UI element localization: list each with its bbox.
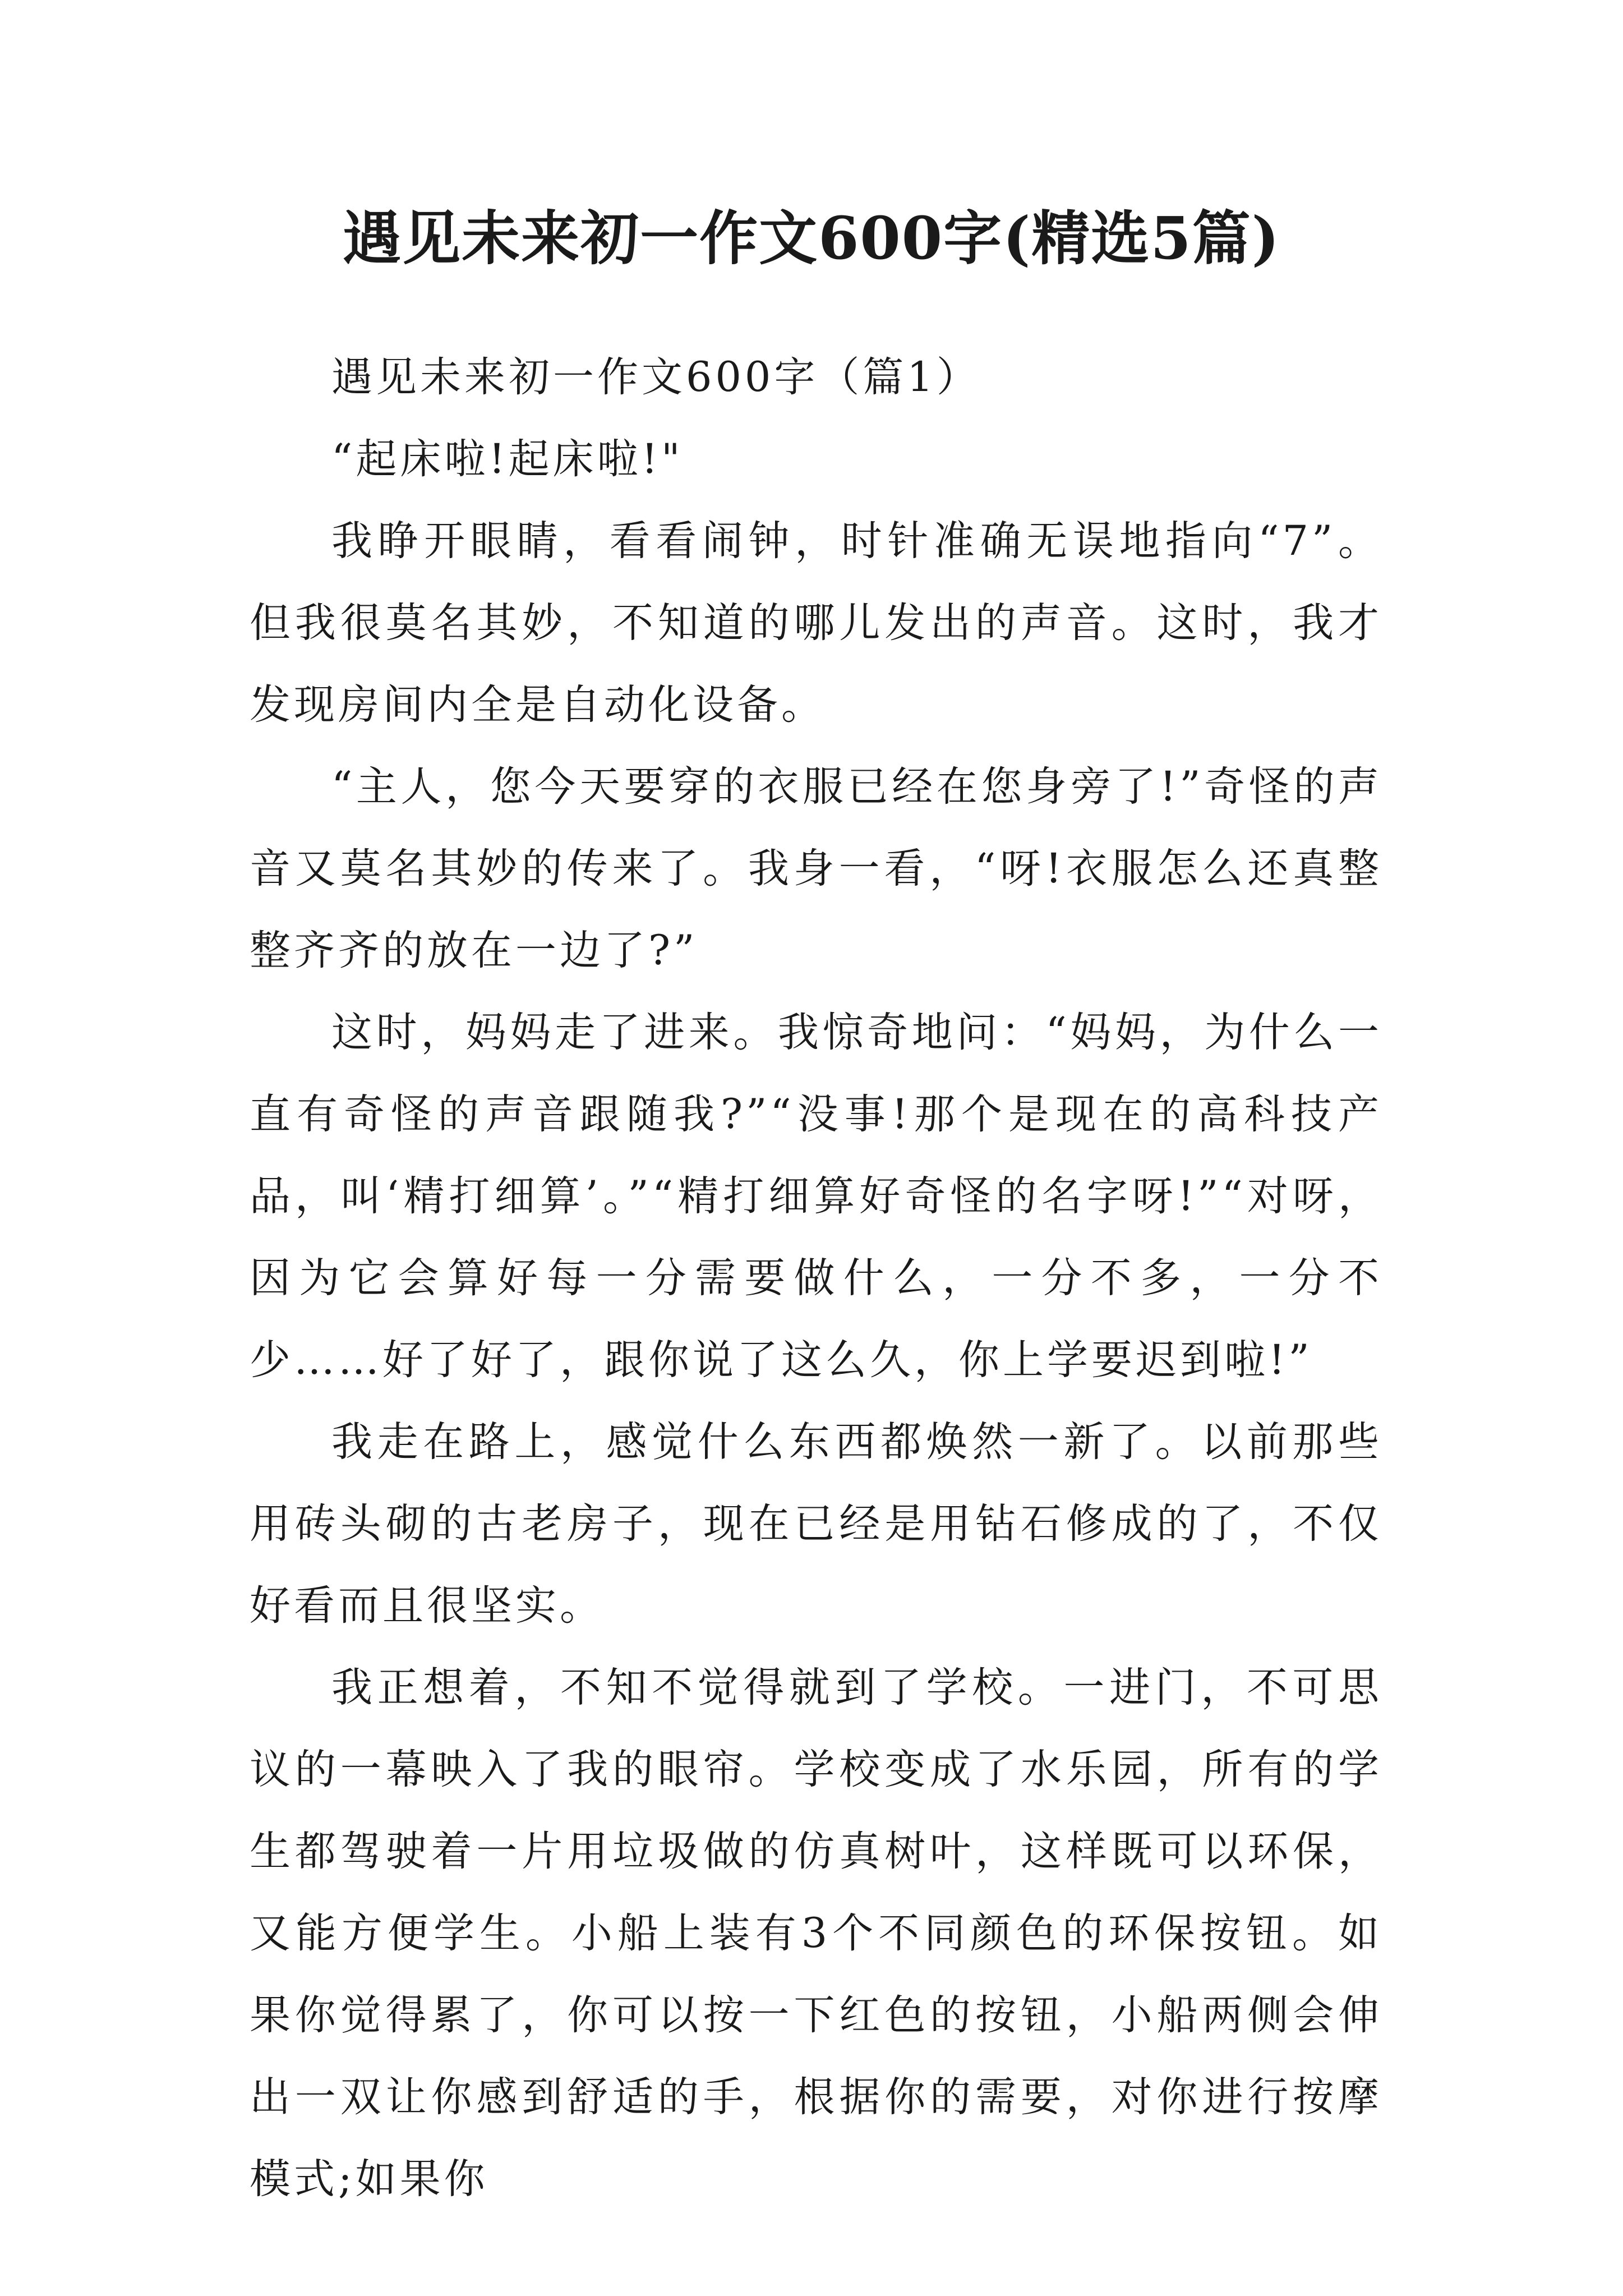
paragraph-2: 我睁开眼睛，看看闹钟，时针准确无误地指向“7”。但我很莫名其妙，不知道的哪儿发出的声音。这时，我才发现房间内全是自动化设备。 [250, 517, 1382, 729]
paragraph-3: “主人，您今天要穿的衣服已经在您身旁了!”奇怪的声音又莫名其妙的传来了。我身一看，“呀!衣服怎么还真整整齐齐的放在一边了?” [250, 763, 1382, 974]
paragraph-5: 我走在路上，感觉什么东西都焕然一新了。以前那些用砖头砌的古老房子，现在已经是用钻石修成的了，不仅好看而且很坚实。 [250, 1418, 1382, 1630]
paragraph-4: 这时，妈妈走了进来。我惊奇地问：“妈妈，为什么一直有奇怪的声音跟随我?”“没事!那个是现在的高科技产品，叫‘精打细算’。”“精打细算好奇怪的名字呀!”“对呀，因为它会算好每一分需要做什么，一分不多，一分不少……好了好了，跟你说了这么久，你上学要迟到啦!” [250, 1009, 1382, 1384]
document-body [250, 337, 1382, 2220]
section-heading: 遇见未来初一作文600字（篇1） [331, 353, 981, 401]
document-title: 遇见未来初一作文600字(精选5篇) [343, 204, 1280, 273]
paragraph-6: 我正想着，不知不觉得就到了学校。一进门，不可思议的一幕映入了我的眼帘。学校变成了水乐园，所有的学生都驾驶着一片用垃圾做的仿真树叶，这样既可以环保，又能方便学生。小船上装有3个不同颜色的环保按钮。如果你觉得累了，你可以按一下红色的按钮，小船两侧会伸出一双让你感到舒适的手，根据你的需要，对你进行按摩模式;如果你 [250, 1664, 1382, 2203]
paragraph-1: “起床啦!起床啦!" [331, 435, 684, 483]
